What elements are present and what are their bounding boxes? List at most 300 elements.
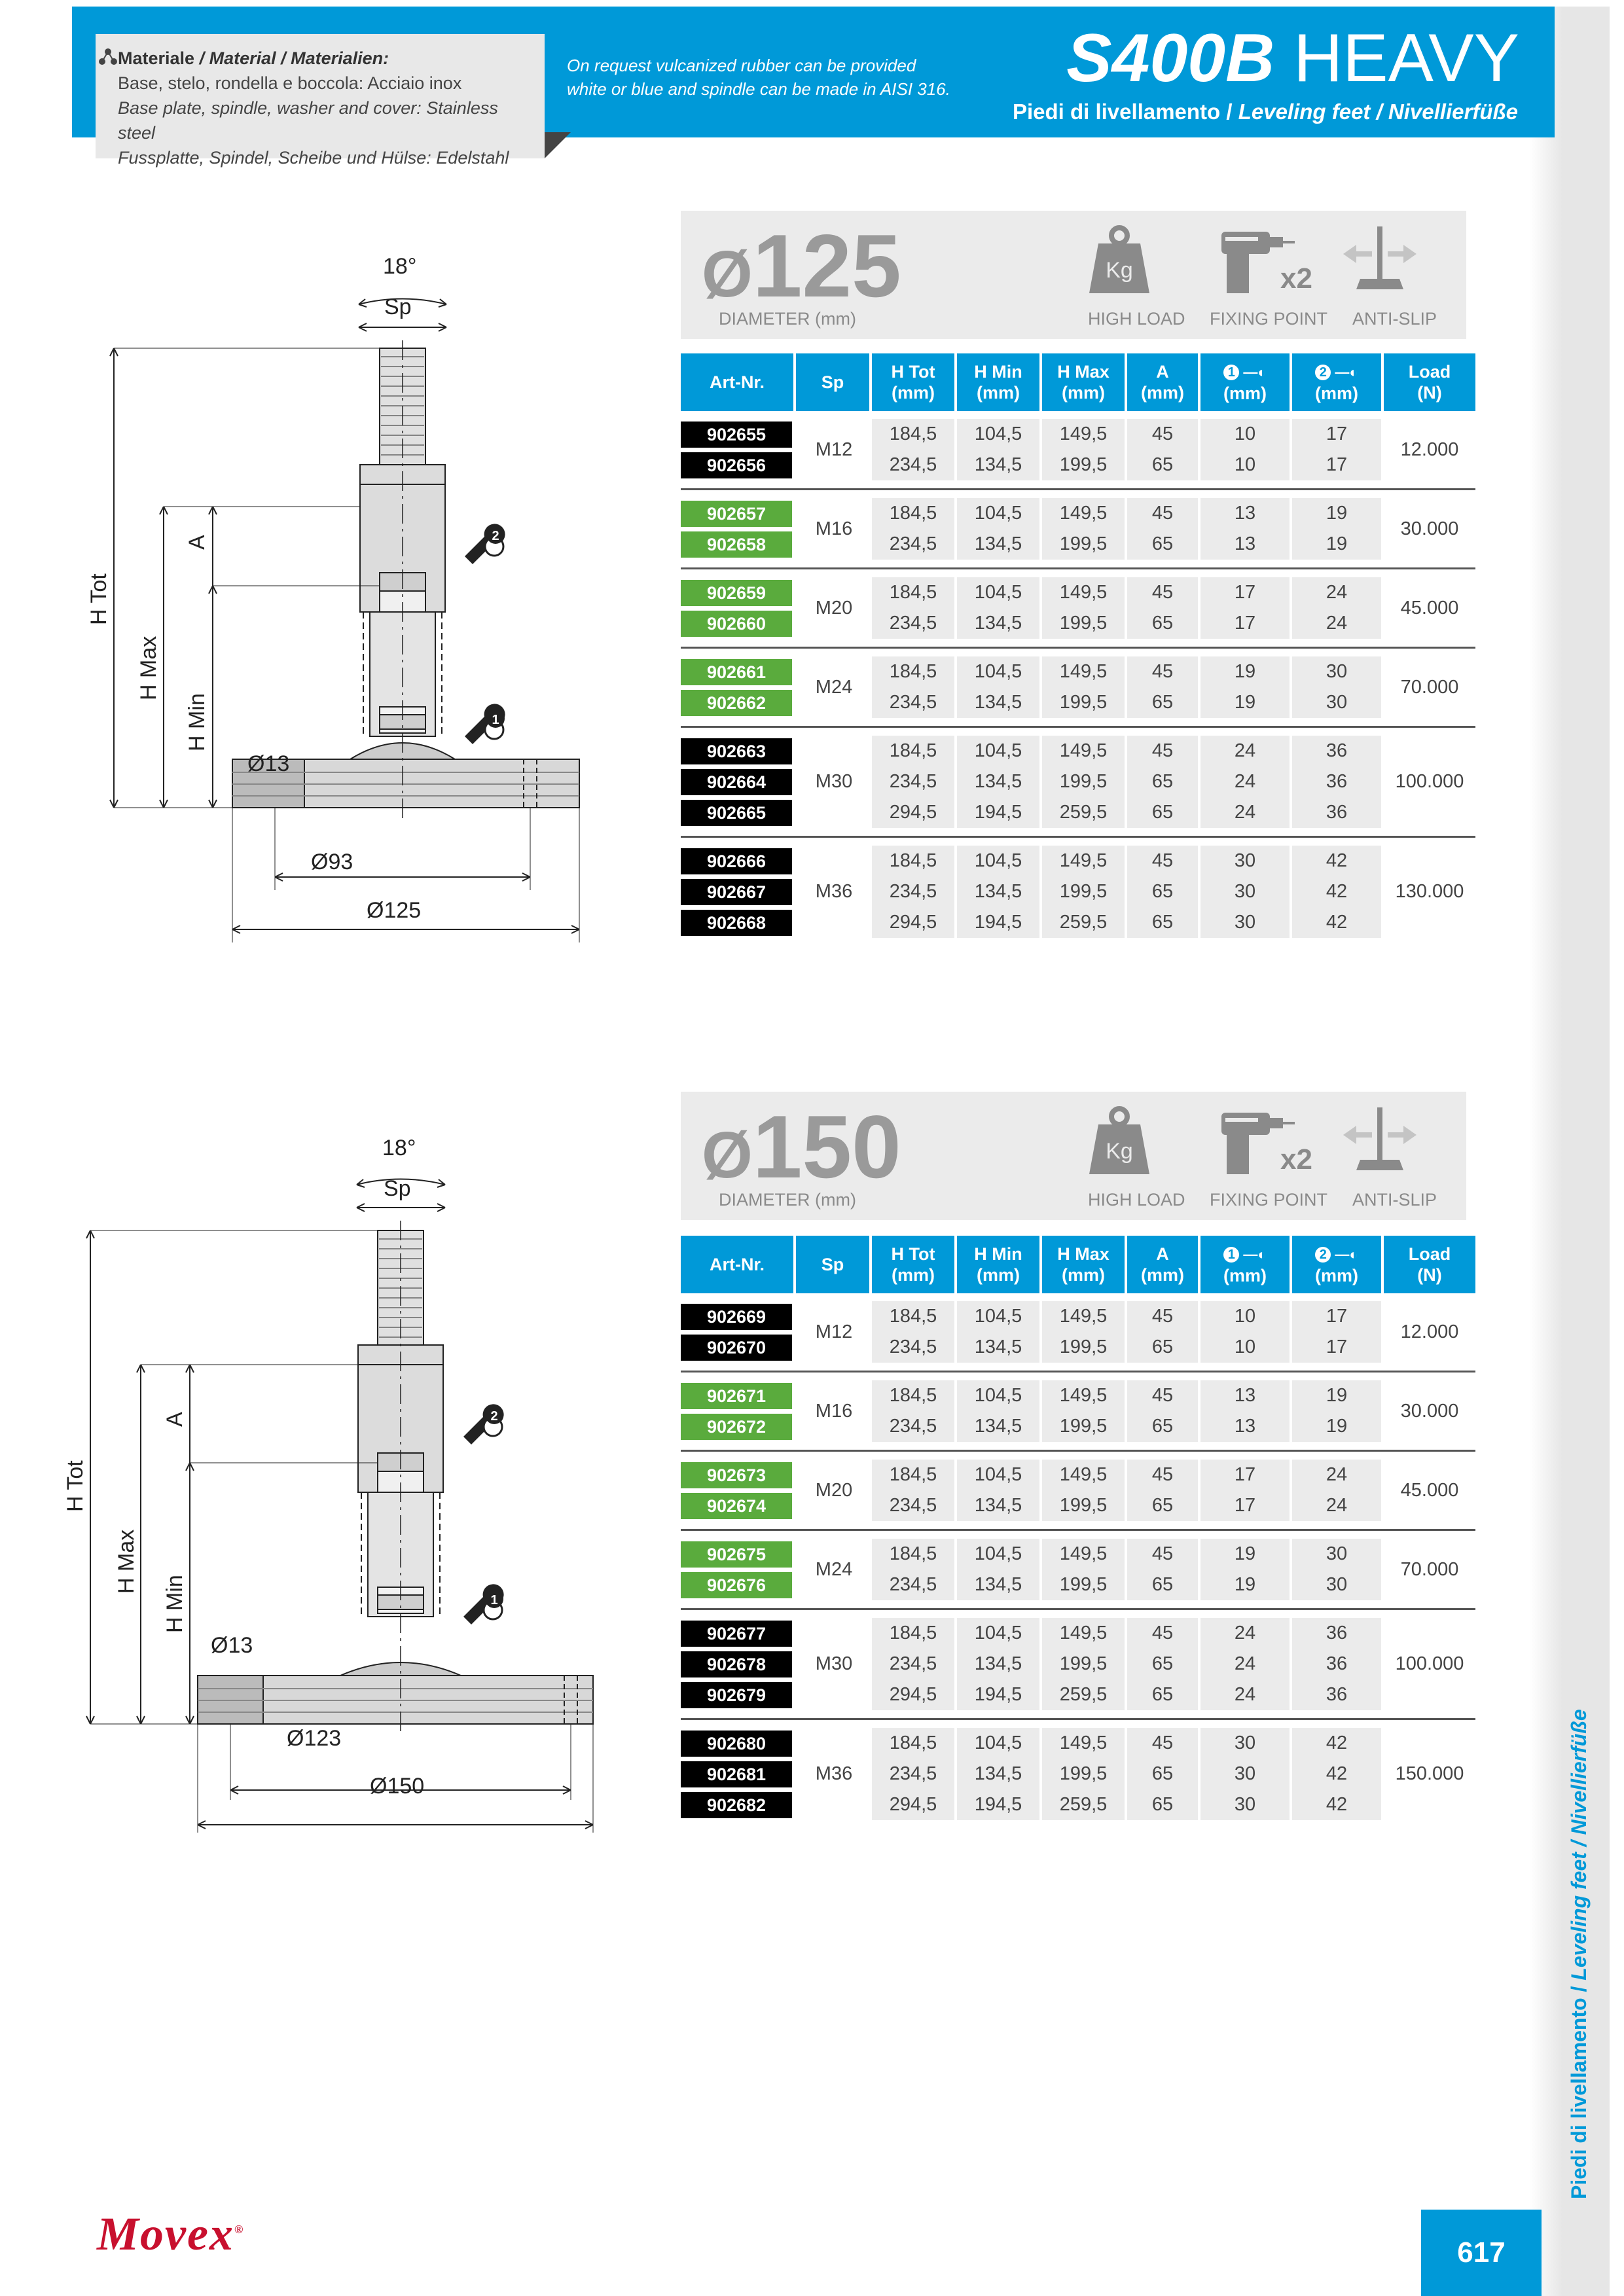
load-value: 150.000	[1395, 1763, 1464, 1784]
header-art: Art-Nr.	[681, 1236, 796, 1293]
cell-a: 45	[1127, 656, 1200, 687]
table-row	[681, 498, 1475, 529]
thread-size: M36	[815, 1763, 853, 1784]
cell-k2: 17	[1292, 1332, 1384, 1363]
cell-k1: 17	[1200, 1460, 1292, 1490]
header-hmax: H Max (mm)	[1042, 353, 1127, 411]
cell-htot: 234,5	[872, 529, 957, 560]
cell-hmax: 199,5	[1042, 529, 1127, 560]
cell-hmin: 104,5	[957, 1728, 1042, 1759]
cell-k2: 42	[1292, 1759, 1384, 1789]
cell-k1: 24	[1200, 766, 1292, 797]
table-row	[681, 1618, 1475, 1649]
cell-hmax: 149,5	[1042, 577, 1127, 608]
materials-fold	[545, 132, 571, 158]
fixing-point-caption: FIXING POINT	[1210, 309, 1328, 329]
dim-a: A	[162, 1412, 187, 1427]
cell-hmax: 149,5	[1042, 1301, 1127, 1332]
dim-angle: 18°	[382, 1136, 416, 1160]
article-number: 902674	[681, 1493, 792, 1519]
cell-k1: 17	[1200, 608, 1292, 639]
cell-k1: 30	[1200, 876, 1292, 907]
cell-hmin: 134,5	[957, 1411, 1042, 1442]
cell-a: 65	[1127, 766, 1200, 797]
header-htot: H Tot (mm)	[872, 1236, 957, 1293]
anti-slip-icon	[1341, 224, 1419, 296]
cell-k2: 24	[1292, 1460, 1384, 1490]
cell-htot: 234,5	[872, 1649, 957, 1679]
cell-hmax: 199,5	[1042, 766, 1127, 797]
cell-k2: 36	[1292, 736, 1384, 766]
cell-hmax: 149,5	[1042, 846, 1127, 876]
cell-a: 45	[1127, 1539, 1200, 1570]
cell-a: 65	[1127, 1570, 1200, 1600]
load-value: 12.000	[1400, 1321, 1459, 1342]
cell-k1: 19	[1200, 687, 1292, 718]
dim-h-max: H Max	[114, 1529, 139, 1594]
weight-icon-label: Kg	[1106, 258, 1133, 283]
header-key1: 1 —◐ (mm)	[1200, 353, 1292, 411]
cell-a: 45	[1127, 1618, 1200, 1649]
cell-k1: 13	[1200, 1411, 1292, 1442]
thread-size: M20	[815, 1479, 853, 1501]
article-number: 902666	[681, 848, 792, 874]
cell-a: 45	[1127, 1728, 1200, 1759]
cell-a: 45	[1127, 577, 1200, 608]
cell-k2: 17	[1292, 450, 1384, 480]
cell-htot: 184,5	[872, 736, 957, 766]
materials-line-it: Base, stelo, rondella e boccola: Acciaio inox	[118, 73, 462, 93]
page-number: 617	[1421, 2210, 1542, 2296]
wrench-icon: —◐	[1331, 1246, 1358, 1263]
load-value: 130.000	[1395, 881, 1464, 902]
cell-a: 45	[1127, 736, 1200, 766]
load-value: 100.000	[1395, 1653, 1464, 1674]
cell-k2: 30	[1292, 687, 1384, 718]
cell-k2: 42	[1292, 846, 1384, 876]
cell-hmin: 104,5	[957, 656, 1042, 687]
cell-k1: 24	[1200, 1618, 1292, 1649]
cell-hmax: 259,5	[1042, 1789, 1127, 1820]
load-value: 100.000	[1395, 771, 1464, 792]
svg-text:1: 1	[492, 713, 499, 727]
cell-hmin: 104,5	[957, 419, 1042, 450]
cell-htot: 184,5	[872, 419, 957, 450]
article-number: 902678	[681, 1651, 792, 1677]
cell-htot: 234,5	[872, 1759, 957, 1789]
table-row	[681, 1380, 1475, 1411]
cell-k2: 24	[1292, 577, 1384, 608]
cell-hmax: 199,5	[1042, 1332, 1127, 1363]
cell-htot: 184,5	[872, 846, 957, 876]
cell-a: 45	[1127, 1460, 1200, 1490]
materials-heading: Materiale / Material / Materialien:	[118, 48, 389, 68]
cell-a: 65	[1127, 529, 1200, 560]
cell-a: 65	[1127, 687, 1200, 718]
article-number: 902672	[681, 1414, 792, 1440]
table-row	[681, 577, 1475, 608]
cell-htot: 184,5	[872, 1728, 957, 1759]
cell-a: 65	[1127, 1490, 1200, 1521]
cell-hmin: 194,5	[957, 1789, 1042, 1820]
cell-hmax: 149,5	[1042, 1618, 1127, 1649]
cell-htot: 294,5	[872, 907, 957, 938]
wrench-icon: —◐	[1239, 1246, 1267, 1263]
cell-hmin: 134,5	[957, 450, 1042, 480]
svg-text:2: 2	[490, 1409, 498, 1424]
cell-hmin: 134,5	[957, 876, 1042, 907]
cell-k1: 13	[1200, 1380, 1292, 1411]
cell-hmin: 104,5	[957, 1460, 1042, 1490]
header-note	[567, 54, 960, 101]
cell-hmax: 149,5	[1042, 736, 1127, 766]
cell-hmin: 134,5	[957, 1490, 1042, 1521]
article-number: 902670	[681, 1335, 792, 1361]
cell-hmax: 259,5	[1042, 907, 1127, 938]
article-number: 902671	[681, 1383, 792, 1409]
article-number: 902663	[681, 738, 792, 764]
cell-k2: 36	[1292, 766, 1384, 797]
key-number-badge: 1	[1223, 1247, 1239, 1263]
cell-hmax: 199,5	[1042, 608, 1127, 639]
cell-k1: 17	[1200, 1490, 1292, 1521]
cell-k2: 30	[1292, 1539, 1384, 1570]
cell-k1: 30	[1200, 1728, 1292, 1759]
cell-hmax: 149,5	[1042, 1539, 1127, 1570]
dim-a: A	[185, 535, 209, 550]
cell-k2: 36	[1292, 797, 1384, 828]
thread-size: M24	[815, 1558, 853, 1580]
article-number: 902676	[681, 1572, 792, 1598]
thread-size: M16	[815, 518, 853, 539]
anti-slip-caption: ANTI-SLIP	[1352, 309, 1437, 329]
weight-icon	[1087, 1105, 1152, 1177]
cell-htot: 184,5	[872, 1301, 957, 1332]
note-line-1: On request vulcanized rubber can be provided	[567, 56, 916, 75]
cell-k1: 24	[1200, 736, 1292, 766]
cell-k2: 30	[1292, 1570, 1384, 1600]
cell-k2: 19	[1292, 498, 1384, 529]
cell-hmin: 134,5	[957, 608, 1042, 639]
cell-hmin: 194,5	[957, 797, 1042, 828]
article-number: 902677	[681, 1621, 792, 1647]
cell-hmin: 134,5	[957, 1332, 1042, 1363]
article-number: 902659	[681, 580, 792, 606]
cell-k2: 36	[1292, 1649, 1384, 1679]
cell-htot: 234,5	[872, 1570, 957, 1600]
wrench-icon: —◐	[1239, 364, 1267, 380]
table-row	[681, 846, 1475, 876]
cell-htot: 234,5	[872, 450, 957, 480]
cell-htot: 234,5	[872, 876, 957, 907]
cell-k1: 30	[1200, 846, 1292, 876]
cell-k2: 17	[1292, 1301, 1384, 1332]
cell-k2: 36	[1292, 1679, 1384, 1710]
materials-box	[96, 34, 545, 168]
dim-sp: Sp	[384, 295, 412, 319]
thread-size: M24	[815, 676, 853, 698]
cell-hmin: 194,5	[957, 1679, 1042, 1710]
cell-htot: 184,5	[872, 577, 957, 608]
title-bold: S400B	[1066, 20, 1275, 96]
cell-k1: 10	[1200, 450, 1292, 480]
header-sp: Sp	[796, 353, 872, 411]
key-number-badge: 2	[1315, 1247, 1331, 1263]
side-label: Piedi di livellamento / Leveling feet / Nivellierfüße	[1567, 1709, 1591, 2199]
header-hmin: H Min (mm)	[957, 1236, 1042, 1293]
key-number-badge: 1	[1223, 365, 1239, 380]
cell-hmin: 104,5	[957, 498, 1042, 529]
table-row	[681, 736, 1475, 766]
cell-hmax: 199,5	[1042, 1411, 1127, 1442]
cell-a: 65	[1127, 608, 1200, 639]
cell-k1: 19	[1200, 656, 1292, 687]
article-number: 902655	[681, 422, 792, 448]
cell-hmax: 199,5	[1042, 1490, 1127, 1521]
dim-h-tot: H Tot	[63, 1460, 88, 1512]
cell-a: 45	[1127, 419, 1200, 450]
cell-htot: 184,5	[872, 656, 957, 687]
cell-k1: 13	[1200, 498, 1292, 529]
cell-k2: 30	[1292, 656, 1384, 687]
cell-hmax: 149,5	[1042, 656, 1127, 687]
cell-k2: 42	[1292, 1789, 1384, 1820]
cell-k2: 36	[1292, 1618, 1384, 1649]
cell-k1: 30	[1200, 1759, 1292, 1789]
load-value: 70.000	[1400, 1558, 1459, 1580]
article-number: 902682	[681, 1792, 792, 1818]
table-row	[681, 419, 1475, 450]
movex-logo: Movex®	[97, 2208, 245, 2260]
cell-htot: 294,5	[872, 797, 957, 828]
product-banner-150	[681, 1092, 1466, 1220]
fixing-point-caption: FIXING POINT	[1210, 1190, 1328, 1210]
note-line-2: white or blue and spindle can be made in AISI 316.	[567, 79, 950, 99]
cell-a: 65	[1127, 1759, 1200, 1789]
header-load: Load (N)	[1384, 1236, 1475, 1293]
load-value: 12.000	[1400, 439, 1459, 460]
cell-hmax: 149,5	[1042, 419, 1127, 450]
cell-k1: 10	[1200, 1301, 1292, 1332]
thread-size: M30	[815, 771, 853, 792]
header-a: A (mm)	[1127, 353, 1200, 411]
cell-a: 45	[1127, 1301, 1200, 1332]
cell-a: 45	[1127, 498, 1200, 529]
dim-h-min: H Min	[185, 693, 209, 751]
high-load-caption: HIGH LOAD	[1088, 309, 1185, 329]
high-load-caption: HIGH LOAD	[1088, 1190, 1185, 1210]
cell-k2: 42	[1292, 1728, 1384, 1759]
cell-k2: 24	[1292, 1490, 1384, 1521]
materials-line-en: Base plate, spindle, washer and cover: Stainless steel	[118, 98, 498, 143]
cell-htot: 234,5	[872, 1490, 957, 1521]
cell-hmin: 104,5	[957, 736, 1042, 766]
header-art: Art-Nr.	[681, 353, 796, 411]
thread-size: M36	[815, 881, 853, 902]
cell-k2: 42	[1292, 876, 1384, 907]
dim-d-outer: Ø150	[370, 1774, 425, 1799]
article-number: 902668	[681, 910, 792, 936]
page-subtitle: Piedi di livellamento / Leveling feet / Nivellierfüße	[1012, 99, 1518, 124]
cell-hmax: 199,5	[1042, 1759, 1127, 1789]
leveling-foot-drawing	[72, 249, 596, 949]
svg-text:2: 2	[492, 529, 499, 543]
drill-icon	[1218, 225, 1312, 297]
cell-htot: 184,5	[872, 1380, 957, 1411]
dim-d-small: Ø13	[247, 751, 290, 776]
cell-hmin: 104,5	[957, 1539, 1042, 1570]
cell-hmin: 104,5	[957, 1618, 1042, 1649]
article-number: 902662	[681, 690, 792, 716]
cell-hmin: 134,5	[957, 529, 1042, 560]
cell-hmax: 149,5	[1042, 498, 1127, 529]
article-number: 902661	[681, 659, 792, 685]
cell-htot: 294,5	[872, 1679, 957, 1710]
cell-hmin: 104,5	[957, 1301, 1042, 1332]
thread-size: M12	[815, 1321, 853, 1342]
load-value: 30.000	[1400, 1400, 1459, 1422]
cell-a: 65	[1127, 1411, 1200, 1442]
cell-hmax: 259,5	[1042, 1679, 1127, 1710]
dim-h-min: H Min	[162, 1575, 187, 1633]
cell-hmin: 134,5	[957, 1570, 1042, 1600]
header-hmax: H Max (mm)	[1042, 1236, 1127, 1293]
table-row	[681, 656, 1475, 687]
load-value: 45.000	[1400, 597, 1459, 619]
header-key2: 2 —◐ (mm)	[1292, 353, 1384, 411]
weight-icon-label: Kg	[1106, 1139, 1133, 1164]
cell-k2: 19	[1292, 1411, 1384, 1442]
cell-htot: 184,5	[872, 1460, 957, 1490]
cell-htot: 294,5	[872, 1789, 957, 1820]
table-row	[681, 1539, 1475, 1570]
technical-drawing-150	[59, 1129, 622, 1836]
cell-a: 45	[1127, 1380, 1200, 1411]
article-number: 902658	[681, 531, 792, 558]
article-number: 902665	[681, 800, 792, 826]
article-number: 902660	[681, 611, 792, 637]
key-number-badge: 2	[1315, 365, 1331, 380]
table-row	[681, 1460, 1475, 1490]
load-value: 70.000	[1400, 676, 1459, 698]
load-value: 45.000	[1400, 1479, 1459, 1501]
cell-k1: 24	[1200, 797, 1292, 828]
cell-hmax: 259,5	[1042, 797, 1127, 828]
title-rest: HEAVY	[1293, 20, 1519, 96]
thread-size: M12	[815, 439, 853, 460]
table-header-row	[681, 1236, 1475, 1293]
page-title	[1066, 22, 1519, 94]
cell-hmax: 149,5	[1042, 1728, 1127, 1759]
cell-htot: 234,5	[872, 1332, 957, 1363]
article-number: 902669	[681, 1304, 792, 1330]
cell-hmin: 134,5	[957, 1759, 1042, 1789]
cell-htot: 184,5	[872, 1539, 957, 1570]
diameter-value: Ø125	[702, 216, 901, 315]
article-number: 902664	[681, 769, 792, 795]
cell-k1: 13	[1200, 529, 1292, 560]
cell-hmax: 199,5	[1042, 1649, 1127, 1679]
cell-k1: 24	[1200, 1649, 1292, 1679]
diameter-value: Ø150	[702, 1097, 901, 1196]
thread-size: M30	[815, 1653, 853, 1674]
cell-htot: 234,5	[872, 766, 957, 797]
cell-hmax: 149,5	[1042, 1380, 1127, 1411]
cell-hmax: 199,5	[1042, 876, 1127, 907]
product-banner-125	[681, 211, 1466, 339]
molecule-icon	[98, 47, 118, 67]
cell-k2: 17	[1292, 419, 1384, 450]
dim-d-inner: Ø123	[287, 1726, 342, 1751]
cell-hmax: 149,5	[1042, 1460, 1127, 1490]
technical-drawing-125	[72, 249, 596, 949]
dim-d-small: Ø13	[211, 1633, 253, 1658]
wrench-icon: —◐	[1331, 364, 1358, 380]
dim-h-max: H Max	[136, 636, 161, 700]
cell-hmin: 134,5	[957, 766, 1042, 797]
drill-icon-label: x2	[1280, 262, 1312, 295]
cell-a: 65	[1127, 876, 1200, 907]
svg-text:1: 1	[490, 1593, 498, 1607]
cell-htot: 184,5	[872, 498, 957, 529]
cell-hmax: 199,5	[1042, 450, 1127, 480]
article-number: 902656	[681, 452, 792, 478]
cell-hmax: 199,5	[1042, 687, 1127, 718]
load-value: 30.000	[1400, 518, 1459, 539]
cell-hmin: 194,5	[957, 907, 1042, 938]
cell-a: 65	[1127, 1649, 1200, 1679]
anti-slip-caption: ANTI-SLIP	[1352, 1190, 1437, 1210]
table-row	[681, 1301, 1475, 1332]
cell-k1: 17	[1200, 577, 1292, 608]
anti-slip-icon	[1341, 1105, 1419, 1177]
cell-hmin: 104,5	[957, 1380, 1042, 1411]
article-number: 902680	[681, 1731, 792, 1757]
spec-table-125	[681, 353, 1475, 938]
cell-hmin: 134,5	[957, 687, 1042, 718]
article-number: 902673	[681, 1462, 792, 1488]
spec-table-150	[681, 1236, 1475, 1820]
weight-icon	[1087, 224, 1152, 296]
cell-a: 65	[1127, 450, 1200, 480]
dim-d-inner: Ø93	[311, 850, 353, 874]
cell-k1: 19	[1200, 1539, 1292, 1570]
cell-k1: 30	[1200, 1789, 1292, 1820]
cell-k1: 10	[1200, 1332, 1292, 1363]
cell-k1: 30	[1200, 907, 1292, 938]
dim-angle: 18°	[383, 254, 417, 279]
cell-k2: 42	[1292, 907, 1384, 938]
cell-a: 65	[1127, 797, 1200, 828]
dim-sp: Sp	[384, 1176, 411, 1201]
article-number: 902679	[681, 1682, 792, 1708]
drill-icon-label: x2	[1280, 1143, 1312, 1175]
cell-a: 65	[1127, 907, 1200, 938]
article-number: 902681	[681, 1761, 792, 1787]
dim-d-outer: Ø125	[367, 898, 422, 923]
article-number: 902675	[681, 1541, 792, 1568]
materials-line-de: Fussplatte, Spindel, Scheibe und Hülse: Edelstahl	[118, 148, 509, 168]
header-hmin: H Min (mm)	[957, 353, 1042, 411]
diameter-caption: DIAMETER (mm)	[719, 1190, 856, 1210]
cell-k2: 24	[1292, 608, 1384, 639]
cell-a: 65	[1127, 1332, 1200, 1363]
header-key2: 2 —◐ (mm)	[1292, 1236, 1384, 1293]
dim-h-tot: H Tot	[86, 573, 111, 625]
cell-hmin: 104,5	[957, 577, 1042, 608]
cell-a: 65	[1127, 1789, 1200, 1820]
cell-k1: 19	[1200, 1570, 1292, 1600]
